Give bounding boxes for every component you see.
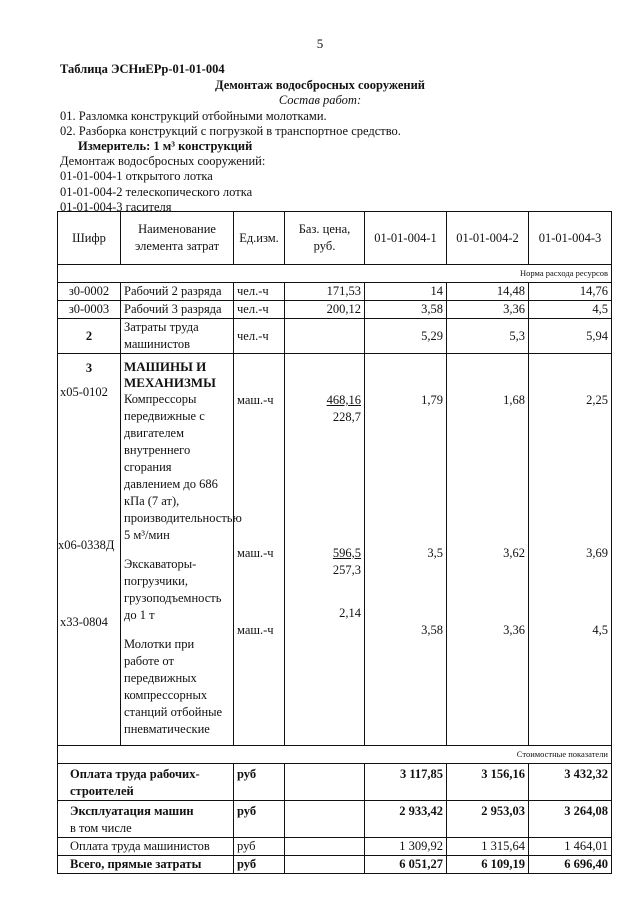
row-v1: 3,58 [365, 301, 447, 319]
header-name: Наименование элемента затрат [121, 212, 234, 265]
cost-row [58, 764, 612, 801]
row-price: 171,53 [285, 283, 365, 301]
cost-unit: руб [234, 801, 285, 838]
machine-v1: 3,58 [421, 623, 443, 637]
cost-v2: 3 156,16 [447, 764, 529, 801]
machine-code: х33-0804 [60, 615, 108, 629]
cost-subtitle: в том числе [70, 821, 132, 835]
machine-price: 468,16 [326, 393, 361, 407]
header-row [58, 212, 612, 265]
table-row [58, 301, 612, 319]
machine-unit: маш.-ч [237, 623, 274, 637]
cost-v3: 6 696,40 [529, 856, 612, 874]
resource-table [57, 211, 612, 874]
variant-1: 01-01-004-1 открытого лотка [60, 169, 213, 183]
cost-v3: 3 264,08 [529, 801, 612, 838]
machine-name: Молотки при работе от передвижных компрессорных станций отбойные пневматические [124, 637, 223, 736]
row-v2: 3,36 [447, 301, 529, 319]
table-row [58, 319, 612, 354]
row-v2: 5,3 [447, 319, 529, 354]
work-item-2: 02. Разборка конструкций с погрузкой в транспортное средство. [60, 124, 401, 138]
machine-unit: маш.-ч [237, 546, 274, 560]
machine-name: Экскаваторы-погрузчики, грузоподъемность до 1 т [124, 557, 222, 622]
machine-price-secondary: 257,3 [332, 563, 361, 577]
cost-v1: 3 117,85 [365, 764, 447, 801]
machine-code: х05-0102 [60, 385, 108, 399]
row-v3: 4,5 [529, 301, 612, 319]
work-item-1: 01. Разломка конструкций отбойными молотками. [60, 109, 327, 123]
row-v1: 14 [365, 283, 447, 301]
section-norms: Норма расхода ресурсов [58, 265, 612, 283]
description: Демонтаж водосбросных сооружений: [60, 154, 266, 168]
row-name: Затраты труда машинистов [121, 319, 234, 354]
cost-v3: 3 432,32 [529, 764, 612, 801]
cost-row [58, 801, 612, 838]
row-price: 200,12 [285, 301, 365, 319]
header-price: Баз. цена, руб. [285, 212, 365, 265]
cost-v2: 6 109,19 [447, 856, 529, 874]
header-col2: 01-01-004-2 [447, 212, 529, 265]
row-v2: 14,48 [447, 283, 529, 301]
cost-name: Оплата труда машинистов [58, 838, 234, 856]
cost-v3: 1 464,01 [529, 838, 612, 856]
row-name: Рабочий 3 разряда [121, 301, 234, 319]
cost-row [58, 838, 612, 856]
row-code: з0-0002 [58, 283, 121, 301]
row-code: з0-0003 [58, 301, 121, 319]
machine-v3: 4,5 [592, 623, 608, 637]
row-v1: 5,29 [365, 319, 447, 354]
machine-name: Компрессоры передвижные с двигателем внутреннего сгорания давлением до 686 кПа (7 ат), производительностью 5 м³/мин [124, 392, 242, 542]
row-unit: чел.-ч [234, 301, 285, 319]
row-unit: чел.-ч [234, 283, 285, 301]
header-unit: Ед.изм. [234, 212, 285, 265]
machine-v1: 1,79 [421, 393, 443, 407]
row-unit: чел.-ч [234, 319, 285, 354]
cost-v2: 2 953,03 [447, 801, 529, 838]
table-row [58, 283, 612, 301]
cost-v1: 6 051,27 [365, 856, 447, 874]
machine-code: х06-0338Д [58, 538, 115, 552]
row-code: 2 [58, 319, 121, 354]
machine-v2: 1,68 [503, 393, 525, 407]
cost-v1: 1 309,92 [365, 838, 447, 856]
page-number: 5 [316, 36, 324, 51]
variant-3: 01-01-004-3 гасителя [60, 200, 172, 214]
cost-unit: руб [234, 838, 285, 856]
machine-v1: 3,5 [427, 546, 443, 560]
cost-v1: 2 933,42 [365, 801, 447, 838]
machines-block [58, 354, 612, 746]
machine-v2: 3,62 [503, 546, 525, 560]
header-code: Шифр [58, 212, 121, 265]
machine-unit: маш.-ч [237, 393, 274, 407]
variant-2: 01-01-004-2 телескопического лотка [60, 185, 253, 199]
machine-price: 2,14 [339, 606, 361, 620]
cost-name: Эксплуатация машин [70, 804, 194, 818]
machines-code: 3 [85, 361, 93, 375]
machine-price: 596,5 [332, 546, 361, 560]
document-subtitle: Состав работ: [278, 93, 362, 107]
cost-name: Оплата труда рабочих-строителей [58, 764, 234, 801]
machine-price-secondary: 228,7 [332, 410, 361, 424]
table-code: Таблица ЭСНиЕРр-01-01-004 [60, 62, 225, 76]
cost-row [58, 856, 612, 874]
row-name: Рабочий 2 разряда [121, 283, 234, 301]
machine-v3: 2,25 [586, 393, 608, 407]
row-v3: 5,94 [529, 319, 612, 354]
cost-name: Всего, прямые затраты [58, 856, 234, 874]
section-costs: Стоимостные показатели [58, 746, 612, 764]
cost-unit: руб [234, 856, 285, 874]
document-title: Демонтаж водосбросных сооружений [215, 78, 425, 92]
machines-title: МАШИНЫ И МЕХАНИЗМЫ [124, 359, 216, 390]
cost-v2: 1 315,64 [447, 838, 529, 856]
machine-v3: 3,69 [586, 546, 608, 560]
header-col1: 01-01-004-1 [365, 212, 447, 265]
row-v3: 14,76 [529, 283, 612, 301]
header-col3: 01-01-004-3 [529, 212, 612, 265]
machine-v2: 3,36 [503, 623, 525, 637]
row-price [285, 319, 365, 354]
measure-unit: Измеритель: 1 м³ конструкций [78, 139, 253, 153]
cost-unit: руб [234, 764, 285, 801]
